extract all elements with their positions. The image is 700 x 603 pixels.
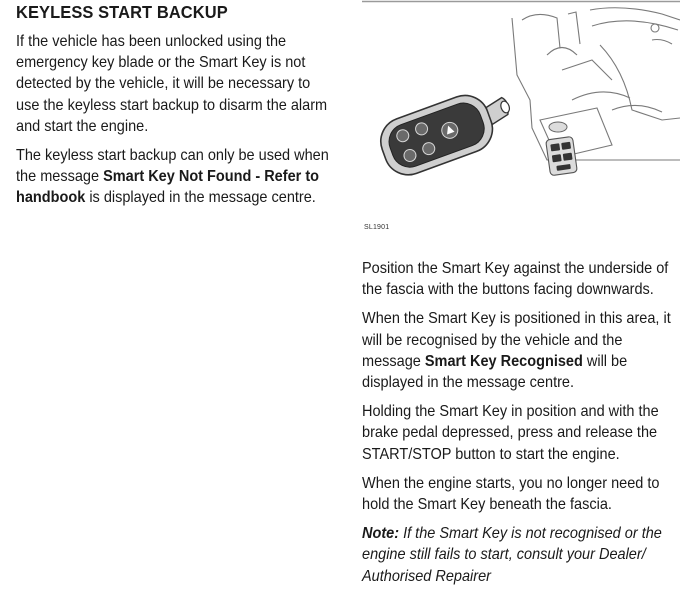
left-column: [16, 0, 338, 217]
recognised-paragraph: When the Smart Key is positioned in this area, it will be recognised by the vehicle and the message Smart Key Recognised will be displayed in the message centre.: [362, 310, 671, 392]
message-smart-key-not-found: Smart Key Not Found - Refer to handbook: [16, 168, 320, 207]
start-paragraph: Holding the Smart Key in position and with the brake pedal depressed, press and release the START/STOP button to start the engine.: [362, 403, 659, 463]
note-text: If the Smart Key is not recognised or the engine still fails to start, consult your Dealer/ Authorised Repairer: [362, 525, 662, 585]
condition-paragraph: The keyless start backup can only be used when the message Smart Key Not Found - Refer to handbook is displayed in the message centre.: [16, 147, 329, 207]
figure-illustration: [362, 0, 680, 240]
message-smart-key-recognised: Smart Key Recognised: [424, 352, 583, 370]
note-label: Note:: [362, 525, 400, 543]
section-title: KEYLESS START BACKUP: [16, 2, 228, 22]
fascia-illustration-icon: [362, 0, 680, 240]
position-paragraph: Position the Smart Key against the underside of the fascia with the buttons facing downwards.: [362, 260, 669, 299]
smart-key-icon: [374, 81, 520, 181]
intro-paragraph: If the vehicle has been unlocked using the emergency key blade or the Smart Key is not detected by the vehicle, it will be necessary to use the keyless start backup to disarm the alarm and start the engine.: [16, 33, 328, 135]
right-column: [362, 258, 680, 595]
figure-code: SL1901: [364, 224, 390, 231]
engine-started-paragraph: When the engine starts, you no longer need to hold the Smart Key beneath the fascia.: [362, 474, 660, 514]
note-paragraph: [362, 523, 678, 587]
